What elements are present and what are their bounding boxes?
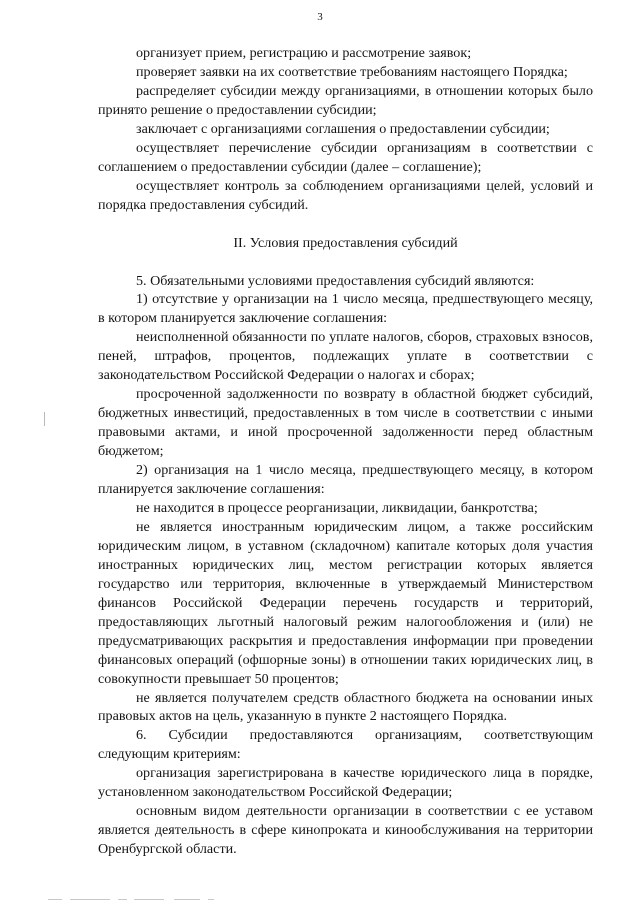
section-heading-conditions: II. Условия предоставления субсидий xyxy=(233,234,458,251)
paragraph-registered-entity: организация зарегистрирована в качестве юридического лица в порядке, установленном законодательством Российской Федерации; xyxy=(98,765,593,801)
paragraph-item-6-intro: 6. Субсидии предоставляются организациям, соответствующим следующим критериям: xyxy=(98,727,593,763)
paragraph-overdue-debt: просроченной задолженности по возврату в областной бюджет субсидий, бюджетных инвестиций, предоставленных в том числе в соответствии с иными правовыми актами, и иной просроченной задолженности перед областным бюджетом; xyxy=(98,386,593,460)
paragraph-check-applications: проверяет заявки на их соответствие требованиям настоящего Порядка; xyxy=(136,63,568,80)
paragraph-not-budget-recipient: не является получателем средств областного бюджета на основании иных правовых актов на цель, указанную в пункте 2 настоящего Порядка. xyxy=(98,689,593,725)
paragraph-accept-applications: организует прием, регистрацию и рассмотрение заявок; xyxy=(136,45,472,61)
paragraph-item-5-1: 1) отсутствие у организации на 1 число месяца, предшествующего месяцу, в котором планируется заключение соглашения: xyxy=(98,291,593,327)
paragraph-distribute-subsidies: распределяет субсидии между организациями, в отношении которых было принято решение о предоставлении субсидии; xyxy=(98,82,593,118)
paragraph-item-5-intro: 5. Обязательными условиями предоставления субсидий являются: xyxy=(136,272,535,289)
paragraph-control-compliance: осуществляет контроль за соблюдением организациями целей, условий и порядка предоставления субсидий. xyxy=(98,177,593,213)
paragraph-conclude-agreements: заключает с организациями соглашения о предоставлении субсидии; xyxy=(136,120,550,137)
scan-bottom-marks xyxy=(48,897,298,903)
scan-edge-mark xyxy=(44,412,45,426)
page-number: 3 xyxy=(317,11,323,23)
paragraph-not-foreign-entity: не является иностранным юридическим лицом, а также российским юридическим лицом, в уставном (складочном) капитале которых доля участия иностранных юридических лиц, местом регистрации которых является государство или территория, включенные в утверждаемый Министерством финансов Российской Федерации перечень государств и территорий, предоставляющих льготный налоговый режим налогообложения и (или) не предусматривающих раскрытия и предоставления информации при проведении финансовых операций (офшорные зоны) в отношении таких юридических лиц, в совокупности превышает 50 процентов; xyxy=(98,518,593,687)
paragraph-transfer-subsidy: осуществляет перечисление субсидии организациям в соответствии с соглашением о предоставлении субсидии (далее – соглашение); xyxy=(98,139,593,175)
document-body xyxy=(98,44,593,859)
paragraph-item-5-2: 2) организация на 1 число месяца, предшествующего месяцу, в котором планируется заключение соглашения: xyxy=(98,462,593,498)
paragraph-not-reorganizing: не находится в процессе реорганизации, ликвидации, банкротства; xyxy=(136,499,538,516)
paragraph-main-activity: основным видом деятельности организации в соответствии с ее уставом является деятельность в сфере кинопроката и кинообслуживания на территории Оренбургской области. xyxy=(98,803,593,858)
paragraph-unfulfilled-obligation: неисполненной обязанности по уплате налогов, сборов, страховых взносов, пеней, штрафов, процентов, подлежащих уплате в соответствии с законодательством Российской Федерации о налогах и сборах; xyxy=(98,329,593,384)
